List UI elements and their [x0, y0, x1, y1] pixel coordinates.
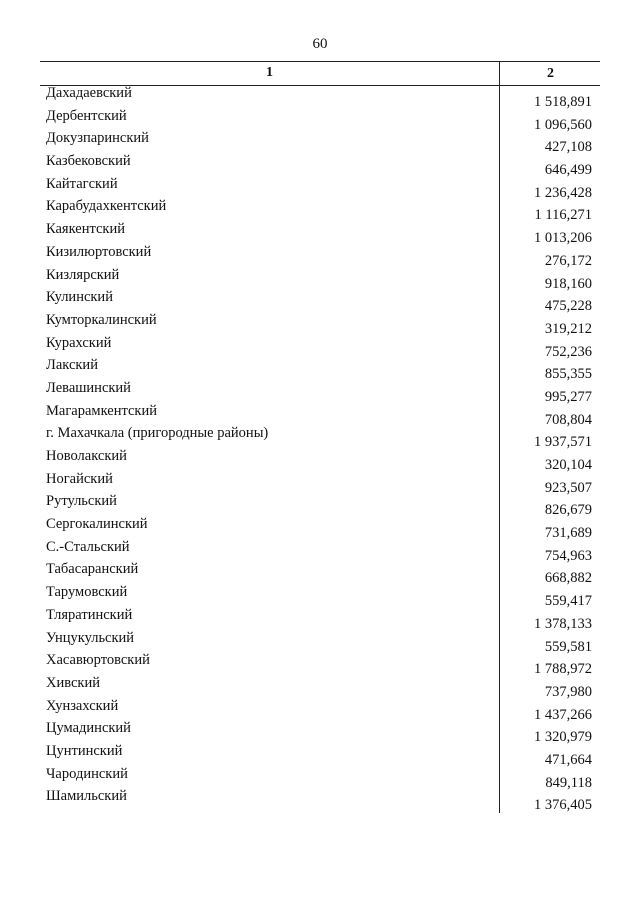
district-name: г. Махачкала (пригородные районы): [46, 425, 269, 442]
district-name: Кизилюртовский: [46, 243, 152, 260]
district-name: Новолакский: [46, 448, 127, 464]
district-name: Каякентский: [46, 221, 125, 238]
district-value: 1 378,133: [534, 615, 592, 632]
district-name: Курахский: [46, 334, 112, 351]
table-row: [40, 608, 600, 631]
district-name: Дербентский: [46, 107, 127, 124]
table-row: [40, 381, 600, 404]
data-table: [40, 61, 600, 812]
district-name: Рутульский: [46, 493, 117, 510]
district-name: Дахадаевский: [46, 85, 132, 101]
district-value: 1 518,891: [534, 94, 592, 110]
district-name: Цумадинский: [46, 720, 131, 737]
district-value: 319,212: [544, 320, 592, 337]
district-value: 320,104: [544, 457, 592, 473]
district-name: Кайтагский: [46, 175, 118, 192]
table-row: [40, 676, 600, 699]
district-name: Хасавюртовский: [46, 652, 150, 669]
district-name: Кумторкалинский: [46, 311, 157, 328]
table-header: [40, 61, 600, 86]
district-name: Казбековский: [46, 153, 131, 170]
table-row: [40, 268, 600, 291]
district-value: 1 096,560: [534, 116, 592, 133]
table-row: [40, 449, 600, 472]
table-row: [40, 426, 600, 449]
district-value: 752,236: [544, 343, 592, 360]
district-name: Магарамкентский: [46, 402, 157, 419]
district-name: Кулинский: [46, 289, 113, 306]
table-row: [40, 767, 600, 790]
district-value: 1 788,972: [534, 661, 592, 678]
column-header-2: 2: [499, 62, 601, 85]
district-value: 754,963: [544, 547, 592, 564]
district-value: 475,228: [544, 298, 592, 315]
district-value: 1 320,979: [534, 729, 592, 746]
district-value: 731,689: [544, 525, 592, 542]
table-row: [40, 86, 600, 109]
table-row: [40, 721, 600, 744]
table-row: [40, 199, 600, 222]
district-name: Шамильский: [46, 788, 127, 805]
district-name: Левашинский: [46, 379, 131, 396]
district-value: 646,499: [544, 162, 592, 179]
table-row: [40, 131, 600, 154]
table-row: [40, 154, 600, 177]
district-name: Цунтинский: [46, 742, 123, 759]
district-value: 923,507: [544, 479, 592, 496]
table-row: [40, 336, 600, 359]
table-row: [40, 472, 600, 495]
district-name: Докузпаринский: [46, 130, 149, 147]
district-name: Хивский: [46, 674, 100, 691]
district-name: Табасаранский: [46, 561, 139, 578]
table-row: [40, 540, 600, 563]
table-row: [40, 494, 600, 517]
table-row: [40, 245, 600, 268]
table-body: [40, 86, 600, 812]
district-name: Тляратинский: [46, 606, 133, 623]
district-value: 708,804: [544, 411, 592, 428]
district-name: Тарумовский: [46, 584, 128, 601]
district-value: 559,581: [544, 638, 592, 655]
district-value: 1 376,405: [534, 797, 592, 814]
table-row: [40, 222, 600, 245]
table-row: [40, 358, 600, 381]
district-value: 849,118: [545, 774, 592, 791]
table-row: [40, 290, 600, 313]
district-value: 1 437,266: [534, 706, 592, 723]
district-name: Унцукульский: [46, 629, 135, 646]
district-value: 855,355: [544, 366, 592, 383]
district-value: 1 013,206: [534, 230, 592, 247]
district-value: 276,172: [544, 252, 592, 269]
district-name: Лакский: [46, 357, 98, 374]
table-row: [40, 744, 600, 767]
district-value: 1 937,571: [534, 434, 592, 451]
table-row: [40, 313, 600, 336]
district-value: 995,277: [544, 388, 592, 405]
district-value: 427,108: [544, 139, 592, 156]
district-value: 918,160: [544, 275, 592, 292]
district-name: Кизлярский: [46, 266, 120, 283]
district-value: 1 116,271: [534, 207, 592, 224]
page-number: 60: [312, 36, 328, 52]
table-row: [40, 585, 600, 608]
district-name: Сергокалинский: [46, 516, 148, 533]
district-value: 826,679: [544, 502, 592, 519]
table-row: [40, 177, 600, 200]
district-name: Ногайский: [46, 470, 113, 487]
table-row: [40, 562, 600, 585]
table-row: [40, 404, 600, 427]
table-row: [40, 789, 600, 812]
district-value: 668,882: [544, 570, 592, 587]
district-name: Чародинский: [46, 765, 128, 782]
district-name: Карабудахкентский: [46, 198, 167, 215]
district-value: 1 236,428: [534, 184, 592, 201]
district-value: 737,980: [544, 683, 592, 700]
district-name: Хунзахский: [46, 697, 119, 714]
table-row: [40, 699, 600, 722]
table-row: [40, 517, 600, 540]
column-header-1: 1: [266, 65, 273, 80]
table-row: [40, 631, 600, 654]
district-value: 471,664: [544, 751, 592, 768]
table-row: [40, 653, 600, 676]
district-name: С.-Стальский: [46, 538, 130, 555]
table-row: [40, 109, 600, 132]
district-value: 559,417: [544, 593, 592, 610]
